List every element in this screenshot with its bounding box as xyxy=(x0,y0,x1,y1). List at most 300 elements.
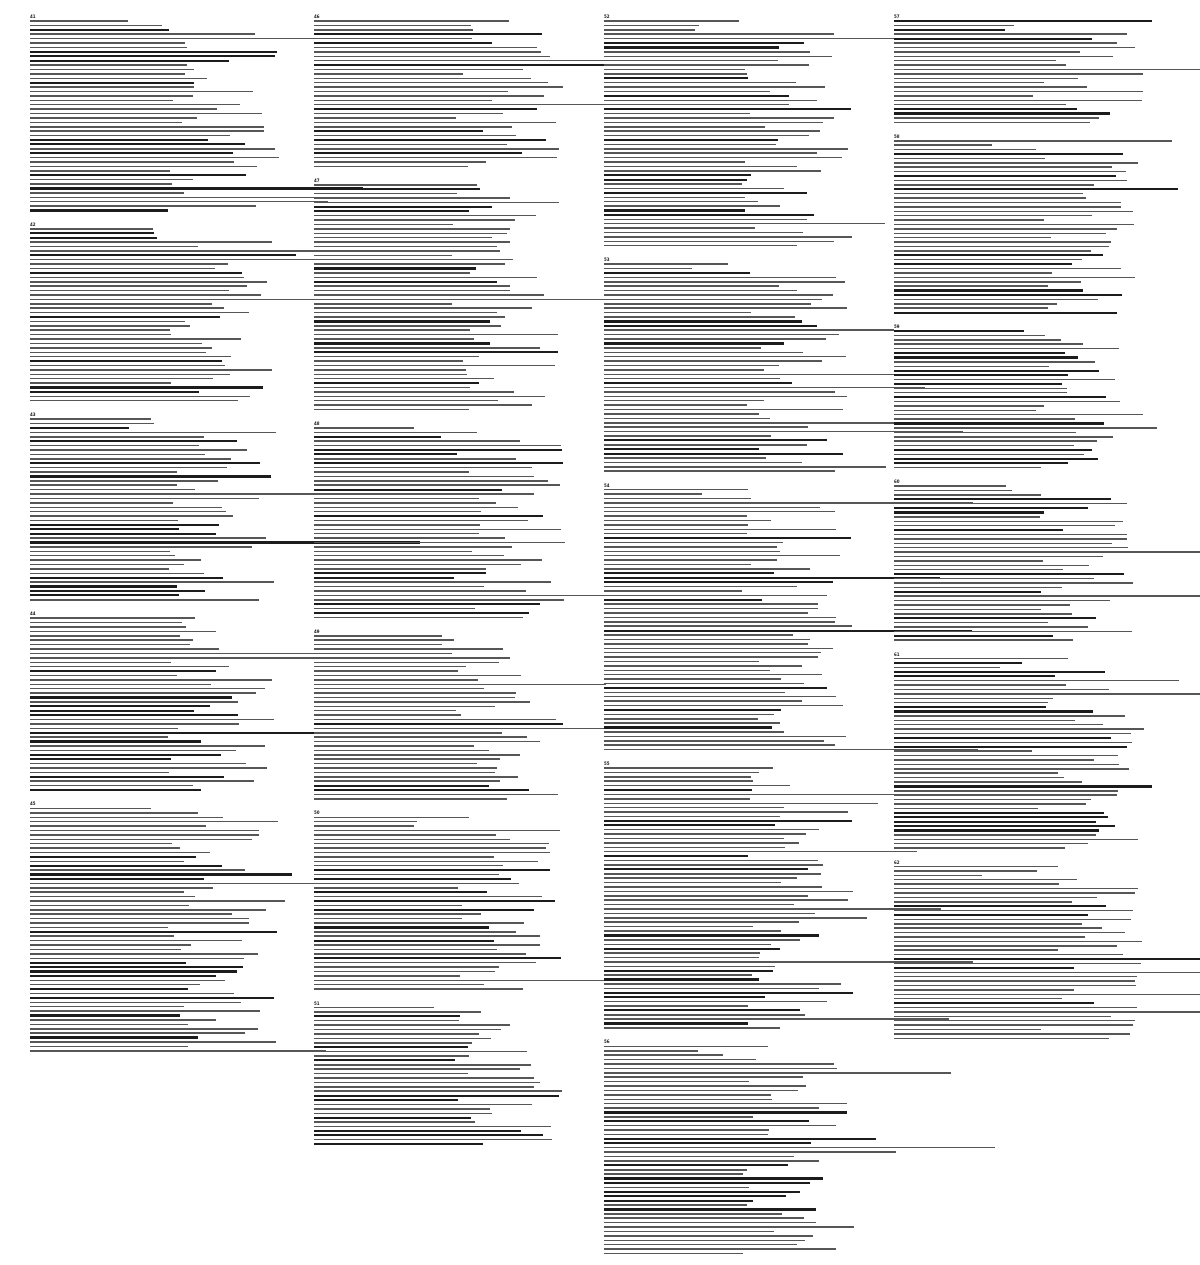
text-line-stroke xyxy=(894,639,1073,641)
text-line-stroke xyxy=(314,342,490,344)
text-line-stroke xyxy=(894,1016,1111,1018)
text-line-stroke xyxy=(604,511,835,513)
text-line-stroke xyxy=(604,1085,806,1087)
text-line-stroke xyxy=(604,847,785,849)
text-line-stroke xyxy=(894,706,1046,708)
text-line-stroke xyxy=(314,551,472,553)
text-line xyxy=(604,107,880,111)
text-line-stroke xyxy=(604,444,807,446)
text-line-stroke xyxy=(604,674,822,676)
text-line-stroke xyxy=(894,764,1119,766)
text-line-stroke xyxy=(604,77,748,79)
text-line-stroke xyxy=(604,926,753,928)
text-line-stroke xyxy=(894,188,1178,190)
text-line-stroke xyxy=(894,790,1118,792)
text-line-stroke xyxy=(604,378,780,380)
text-line-stroke xyxy=(894,556,1103,558)
text-line-stroke xyxy=(30,648,219,650)
text-line-stroke xyxy=(894,202,1121,204)
text-line-stroke xyxy=(604,157,842,159)
text-line-stroke xyxy=(314,320,490,322)
text-line-stroke xyxy=(894,777,1064,779)
text-line-stroke xyxy=(30,852,210,854)
text-line-stroke xyxy=(314,834,496,836)
text-line-stroke xyxy=(314,462,563,464)
text-line-stroke xyxy=(604,418,770,420)
text-line-stroke xyxy=(894,29,1005,31)
text-line-stroke xyxy=(894,490,1012,492)
text-line-stroke xyxy=(604,387,925,389)
text-line-stroke xyxy=(894,565,1089,567)
text-line-stroke xyxy=(314,1126,551,1128)
text-line-stroke xyxy=(30,754,221,756)
text-line xyxy=(894,970,1184,974)
text-line-stroke xyxy=(314,529,561,531)
text-line-stroke xyxy=(894,746,1127,748)
text-line-stroke xyxy=(314,1042,472,1044)
text-line-stroke xyxy=(314,701,530,703)
text-line-stroke xyxy=(314,396,545,398)
text-line-stroke xyxy=(604,1090,798,1092)
text-line-stroke xyxy=(604,599,762,601)
text-line-stroke xyxy=(604,268,692,270)
text-line-stroke xyxy=(604,520,771,522)
text-line-stroke xyxy=(30,684,211,686)
text-line-stroke xyxy=(30,458,231,460)
document-entry xyxy=(30,801,295,1053)
text-line-stroke xyxy=(30,524,219,526)
text-line-stroke xyxy=(30,812,198,814)
text-line xyxy=(30,536,295,540)
text-line-stroke xyxy=(894,897,1097,899)
text-line-stroke xyxy=(894,272,1052,274)
text-line-stroke xyxy=(894,254,1103,256)
text-line xyxy=(314,987,604,991)
text-line-stroke xyxy=(314,219,515,221)
text-line-stroke xyxy=(314,546,512,548)
text-line-stroke xyxy=(894,339,1061,341)
text-line-stroke xyxy=(604,851,917,853)
text-line-stroke xyxy=(604,904,794,906)
text-line-stroke xyxy=(30,82,194,84)
text-line-stroke xyxy=(314,564,521,566)
text-line-stroke xyxy=(604,524,748,526)
text-line-stroke xyxy=(894,829,1099,831)
text-line-stroke xyxy=(30,555,175,557)
text-line-stroke xyxy=(604,1244,797,1246)
text-line-stroke xyxy=(604,665,802,667)
text-line xyxy=(314,85,604,89)
text-line-stroke xyxy=(314,139,546,141)
text-line-stroke xyxy=(30,626,186,628)
text-line-stroke xyxy=(30,104,240,106)
text-line-stroke xyxy=(314,653,452,655)
text-line-stroke xyxy=(604,489,748,491)
text-line-stroke xyxy=(894,941,1142,943)
text-line-stroke xyxy=(314,193,457,195)
text-line-stroke xyxy=(894,361,1095,363)
document-entry xyxy=(894,324,1184,470)
text-line-stroke xyxy=(30,427,129,429)
text-line-stroke xyxy=(894,980,1135,982)
document-entry xyxy=(894,479,1184,643)
entry-number: 47 xyxy=(314,177,320,183)
text-line-stroke xyxy=(604,948,780,950)
text-line-stroke xyxy=(314,679,478,681)
text-line-stroke xyxy=(314,666,466,668)
text-line-stroke xyxy=(30,139,208,141)
text-line-stroke xyxy=(314,20,509,22)
text-line-stroke xyxy=(604,572,774,574)
text-line-stroke xyxy=(30,126,264,128)
text-line-stroke xyxy=(894,892,1135,894)
text-line-stroke xyxy=(314,1007,434,1009)
text-line-stroke xyxy=(894,689,1109,691)
text-line-stroke xyxy=(314,706,495,708)
text-line xyxy=(894,466,1184,470)
text-line-stroke xyxy=(894,963,1141,965)
text-line-stroke xyxy=(30,763,246,765)
text-line-stroke xyxy=(604,201,758,203)
text-line-stroke xyxy=(604,281,845,283)
text-line xyxy=(604,1150,880,1154)
column-2 xyxy=(314,14,604,1156)
text-line-stroke xyxy=(30,662,171,664)
text-line-stroke xyxy=(30,100,173,102)
text-line-stroke xyxy=(604,617,836,619)
text-line-stroke xyxy=(314,1077,534,1079)
text-line-stroke xyxy=(30,839,252,841)
text-line-stroke xyxy=(314,1117,471,1119)
text-line-stroke xyxy=(894,180,1127,182)
text-line xyxy=(314,956,604,960)
text-line-stroke xyxy=(314,714,461,716)
text-line-stroke xyxy=(894,785,1152,787)
text-line-stroke xyxy=(604,360,822,362)
text-line-stroke xyxy=(894,228,1117,230)
text-line-stroke xyxy=(604,174,751,176)
text-line-stroke xyxy=(30,378,213,380)
text-line-stroke xyxy=(604,46,779,48)
text-line-stroke xyxy=(314,1055,469,1057)
text-line-stroke xyxy=(894,356,1078,358)
text-line-stroke xyxy=(30,471,177,473)
text-line-stroke xyxy=(314,710,456,712)
text-line-stroke xyxy=(30,617,195,619)
text-line xyxy=(894,594,1184,598)
text-line xyxy=(314,164,604,168)
text-line-stroke xyxy=(894,388,1067,390)
text-line-stroke xyxy=(604,470,835,472)
text-line-stroke xyxy=(30,688,265,690)
document-entry xyxy=(604,14,880,248)
text-line-stroke xyxy=(604,197,745,199)
text-line-stroke xyxy=(604,166,797,168)
text-line-stroke xyxy=(314,900,555,902)
text-line xyxy=(604,328,880,332)
text-line-stroke xyxy=(30,653,336,655)
text-line-stroke xyxy=(30,445,199,447)
text-line-stroke xyxy=(314,73,463,75)
text-line-stroke xyxy=(314,1090,562,1092)
text-line-stroke xyxy=(30,568,169,570)
text-line xyxy=(604,748,880,752)
text-line-stroke xyxy=(604,551,780,553)
text-line-stroke xyxy=(894,919,1131,921)
text-line-stroke xyxy=(604,1160,819,1162)
text-line-stroke xyxy=(604,396,847,398)
text-line-stroke xyxy=(894,582,1133,584)
text-line-stroke xyxy=(894,768,1129,770)
text-line-stroke xyxy=(894,728,1144,730)
text-line-stroke xyxy=(894,432,1076,434)
text-line-stroke xyxy=(30,33,255,35)
text-line-stroke xyxy=(314,409,469,411)
text-line-stroke xyxy=(604,1156,794,1158)
text-line-stroke xyxy=(30,86,194,88)
text-line-stroke xyxy=(30,962,186,964)
text-line-stroke xyxy=(894,414,1143,416)
text-line xyxy=(604,898,880,902)
text-line-stroke xyxy=(314,374,467,376)
text-line-stroke xyxy=(314,555,504,557)
text-line-stroke xyxy=(314,69,523,71)
text-line-stroke xyxy=(30,935,174,937)
text-line-stroke xyxy=(314,688,484,690)
text-line-stroke xyxy=(314,975,460,977)
text-line-stroke xyxy=(894,91,1143,93)
text-line-stroke xyxy=(604,736,846,738)
text-line-stroke xyxy=(894,547,1128,549)
text-line-stroke xyxy=(894,812,1104,814)
text-line-stroke xyxy=(894,348,1119,350)
text-line-stroke xyxy=(604,192,807,194)
entry-number: 62 xyxy=(894,859,900,865)
text-line-stroke xyxy=(30,246,198,248)
text-line-stroke xyxy=(894,197,1086,199)
text-line-stroke xyxy=(30,493,327,495)
text-line-stroke xyxy=(894,1011,1200,1013)
text-line-stroke xyxy=(604,122,823,124)
entry-number: 53 xyxy=(604,257,610,263)
text-line-stroke xyxy=(30,789,201,791)
text-line-stroke xyxy=(894,449,1092,451)
text-line-stroke xyxy=(604,678,781,680)
text-line-stroke xyxy=(314,750,489,752)
text-line-stroke xyxy=(314,524,480,526)
text-line-stroke xyxy=(30,38,355,40)
document-entry xyxy=(604,761,880,1030)
text-line-stroke xyxy=(314,285,510,287)
text-line-stroke xyxy=(30,334,171,336)
text-line-stroke xyxy=(894,507,1088,509)
text-line-stroke xyxy=(314,104,646,106)
text-line-stroke xyxy=(314,250,500,252)
entry-number: 51 xyxy=(314,1000,320,1006)
text-line-stroke xyxy=(604,42,804,44)
text-line-stroke xyxy=(314,988,523,990)
text-line-stroke xyxy=(314,817,469,819)
text-line-stroke xyxy=(894,879,1077,881)
text-line-stroke xyxy=(30,520,178,522)
text-line-stroke xyxy=(314,1029,501,1031)
text-line-stroke xyxy=(894,42,1117,44)
text-line-stroke xyxy=(604,1116,753,1118)
text-line-stroke xyxy=(894,949,1058,951)
text-line-stroke xyxy=(604,1129,769,1131)
text-line-stroke xyxy=(604,603,818,605)
text-line-stroke xyxy=(604,1103,847,1105)
text-line-stroke xyxy=(894,294,1122,296)
text-line xyxy=(894,550,1184,554)
text-line-stroke xyxy=(604,1240,805,1242)
text-line-stroke xyxy=(30,988,188,990)
text-line-stroke xyxy=(314,161,486,163)
text-line-stroke xyxy=(30,47,187,49)
text-line-stroke xyxy=(604,820,852,822)
text-line-stroke xyxy=(604,1022,748,1024)
text-line-stroke xyxy=(314,767,497,769)
text-line-stroke xyxy=(894,622,1048,624)
text-line-stroke xyxy=(894,458,1098,460)
text-line-stroke xyxy=(30,1032,245,1034)
text-line-stroke xyxy=(604,51,810,53)
text-line-stroke xyxy=(314,316,505,318)
text-line-stroke xyxy=(604,69,745,71)
text-line-stroke xyxy=(604,299,822,301)
document-entry xyxy=(314,1001,604,1147)
text-line-stroke xyxy=(604,1147,995,1149)
text-line-stroke xyxy=(604,838,784,840)
text-line-stroke xyxy=(30,701,238,703)
text-line-stroke xyxy=(314,307,532,309)
text-line-stroke xyxy=(314,675,521,677)
text-line-stroke xyxy=(314,520,528,522)
text-line-stroke xyxy=(314,259,513,261)
text-line-stroke xyxy=(30,130,264,132)
text-line-stroke xyxy=(894,158,1045,160)
text-line-stroke xyxy=(314,445,561,447)
text-line-stroke xyxy=(30,825,206,827)
text-line-stroke xyxy=(314,166,468,168)
text-line-stroke xyxy=(30,183,172,185)
text-line-stroke xyxy=(604,564,751,566)
text-line-stroke xyxy=(894,985,1136,987)
text-line-stroke xyxy=(604,944,771,946)
text-line-stroke xyxy=(314,122,556,124)
text-line-stroke xyxy=(30,559,201,561)
text-line-stroke xyxy=(314,639,454,641)
text-line-stroke xyxy=(604,236,852,238)
text-line-stroke xyxy=(894,750,1032,752)
text-line-stroke xyxy=(894,100,1142,102)
text-line-stroke xyxy=(894,675,1055,677)
text-line-stroke xyxy=(604,722,780,724)
text-line-stroke xyxy=(604,974,752,976)
text-line xyxy=(894,120,1184,124)
text-line-stroke xyxy=(30,449,247,451)
text-line-stroke xyxy=(604,60,778,62)
text-line-stroke xyxy=(894,693,1200,695)
text-line-stroke xyxy=(314,157,557,159)
text-line-stroke xyxy=(604,798,750,800)
text-line-stroke xyxy=(894,866,1058,868)
text-line-stroke xyxy=(894,20,1152,22)
text-line-stroke xyxy=(314,382,479,384)
text-line-stroke xyxy=(604,466,886,468)
text-line-stroke xyxy=(314,498,479,500)
text-line-stroke xyxy=(30,966,243,968)
document-entry xyxy=(30,14,295,213)
text-line-stroke xyxy=(30,865,222,867)
text-line-stroke xyxy=(894,635,1053,637)
text-line-stroke xyxy=(604,435,771,437)
text-line-stroke xyxy=(314,852,550,854)
entry-number: 48 xyxy=(314,420,320,426)
entry-number: 58 xyxy=(894,133,900,139)
text-line-stroke xyxy=(30,975,216,977)
text-line xyxy=(894,187,1184,191)
text-line-stroke xyxy=(314,476,534,478)
text-line xyxy=(30,54,295,58)
text-line-stroke xyxy=(894,595,1200,597)
text-line-stroke xyxy=(604,718,758,720)
text-line-stroke xyxy=(894,117,1099,119)
text-line-stroke xyxy=(314,608,475,610)
text-line-stroke xyxy=(30,944,191,946)
text-line-stroke xyxy=(894,609,1041,611)
text-line xyxy=(604,536,880,540)
text-line-stroke xyxy=(604,1134,768,1136)
text-line-stroke xyxy=(314,745,474,747)
text-line-stroke xyxy=(30,1036,198,1038)
text-line-stroke xyxy=(314,891,487,893)
text-line-stroke xyxy=(604,877,797,879)
text-line-stroke xyxy=(894,600,1110,602)
text-line-stroke xyxy=(894,335,1045,337)
text-line-stroke xyxy=(894,379,1115,381)
text-line-stroke xyxy=(30,143,245,145)
text-line-stroke xyxy=(30,657,346,659)
text-line-stroke xyxy=(314,38,472,40)
text-line-stroke xyxy=(30,338,241,340)
text-line-stroke xyxy=(894,69,1200,71)
text-line-stroke xyxy=(604,789,752,791)
text-line-stroke xyxy=(894,175,1116,177)
text-line-stroke xyxy=(30,666,229,668)
text-line-stroke xyxy=(314,1020,459,1022)
text-line xyxy=(604,244,880,248)
text-line-stroke xyxy=(604,391,835,393)
text-line-stroke xyxy=(894,422,1104,424)
text-line-stroke xyxy=(314,944,540,946)
text-line-stroke xyxy=(604,1046,768,1048)
text-line xyxy=(30,195,295,199)
text-line-stroke xyxy=(894,631,1132,633)
text-line-stroke xyxy=(30,60,229,62)
text-line-stroke xyxy=(314,741,540,743)
text-line-stroke xyxy=(314,1011,481,1013)
text-line-stroke xyxy=(314,581,551,583)
text-line-stroke xyxy=(30,577,223,579)
text-line-stroke xyxy=(894,401,1120,403)
text-line-stroke xyxy=(604,312,751,314)
text-line-stroke xyxy=(314,896,542,898)
text-line-stroke xyxy=(314,56,550,58)
text-line-stroke xyxy=(30,51,277,53)
text-line-stroke xyxy=(314,719,556,721)
text-line-stroke xyxy=(314,224,453,226)
